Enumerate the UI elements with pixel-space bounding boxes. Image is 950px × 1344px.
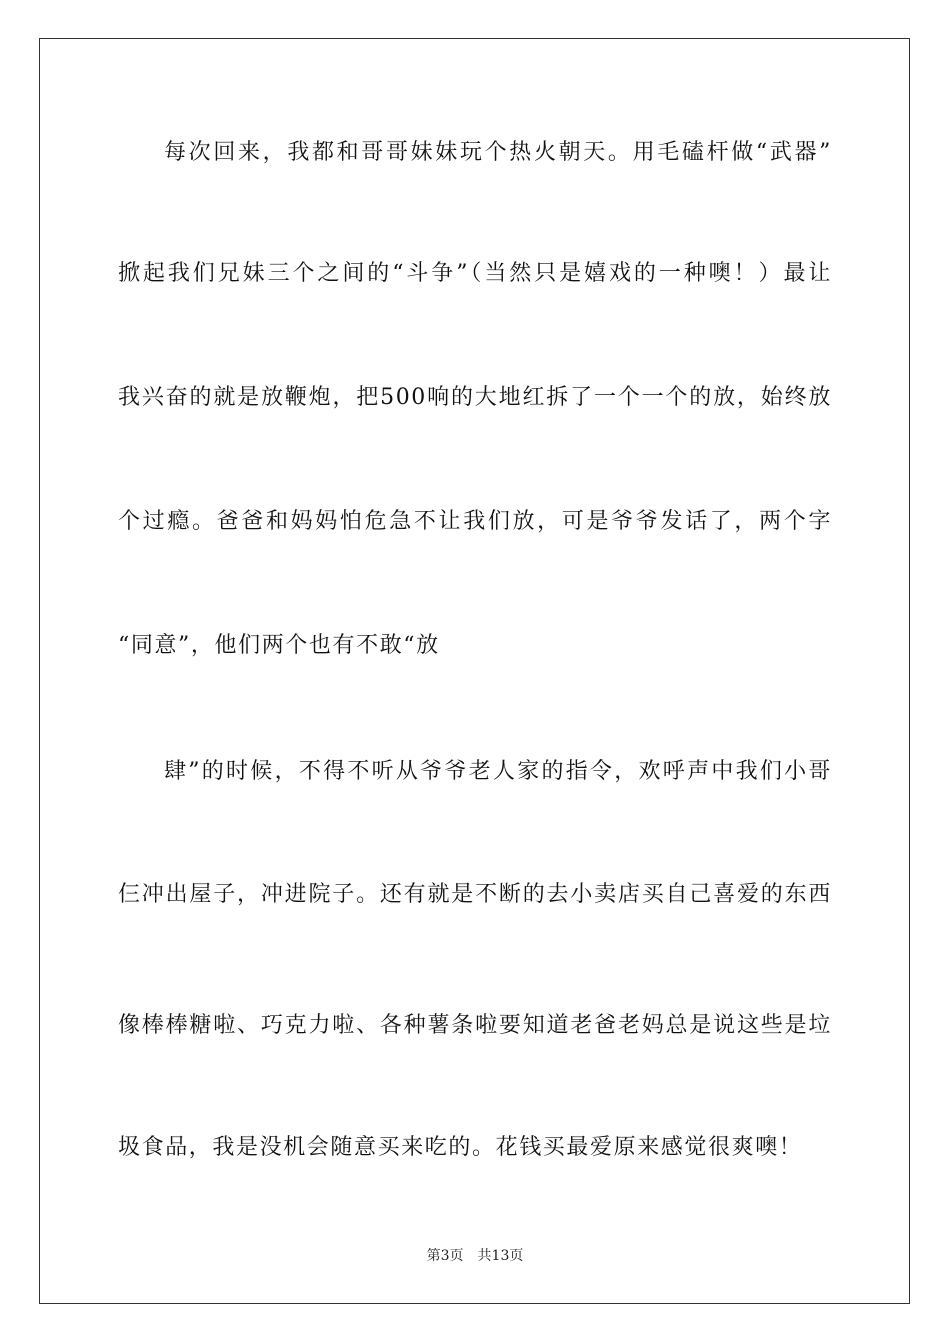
text-line-2: 掀起我们兄妹三个之间的“斗争”（当然只是嬉戏的一种噢！）最让 [118, 261, 832, 286]
page-total: 共13页 [477, 1248, 524, 1264]
text-line-8: 像棒棒糖啦、巧克力啦、各种薯条啦要知道老爸老妈总是说这些是垃 [118, 1013, 832, 1038]
page-footer [0, 1247, 950, 1265]
text-line-4: 个过瘾。爸爸和妈妈怕危急不让我们放，可是爷爷发话了，两个字 [118, 509, 832, 534]
text-line-5: “同意”，他们两个也有不敢“放 [118, 633, 440, 658]
text-line-6: 肆”的时候，不得不听从爷爷老人家的指令，欢呼声中我们小哥 [164, 759, 832, 784]
text-line-1: 每次回来，我都和哥哥妹妹玩个热火朝天。用毛磕杆做“武器” [164, 140, 832, 165]
text-line-7: 仨冲出屋子，冲进院子。还有就是不断的去小卖店买自己喜爱的东西 [118, 882, 832, 907]
page-number: 第3页 [426, 1248, 464, 1264]
page-border [39, 38, 910, 1304]
text-line-3: 我兴奋的就是放鞭炮，把500响的大地红拆了一个一个的放，始终放 [118, 385, 832, 410]
text-line-9: 圾食品，我是没机会随意买来吃的。花钱买最爱原来感觉很爽噢！ [118, 1135, 803, 1160]
